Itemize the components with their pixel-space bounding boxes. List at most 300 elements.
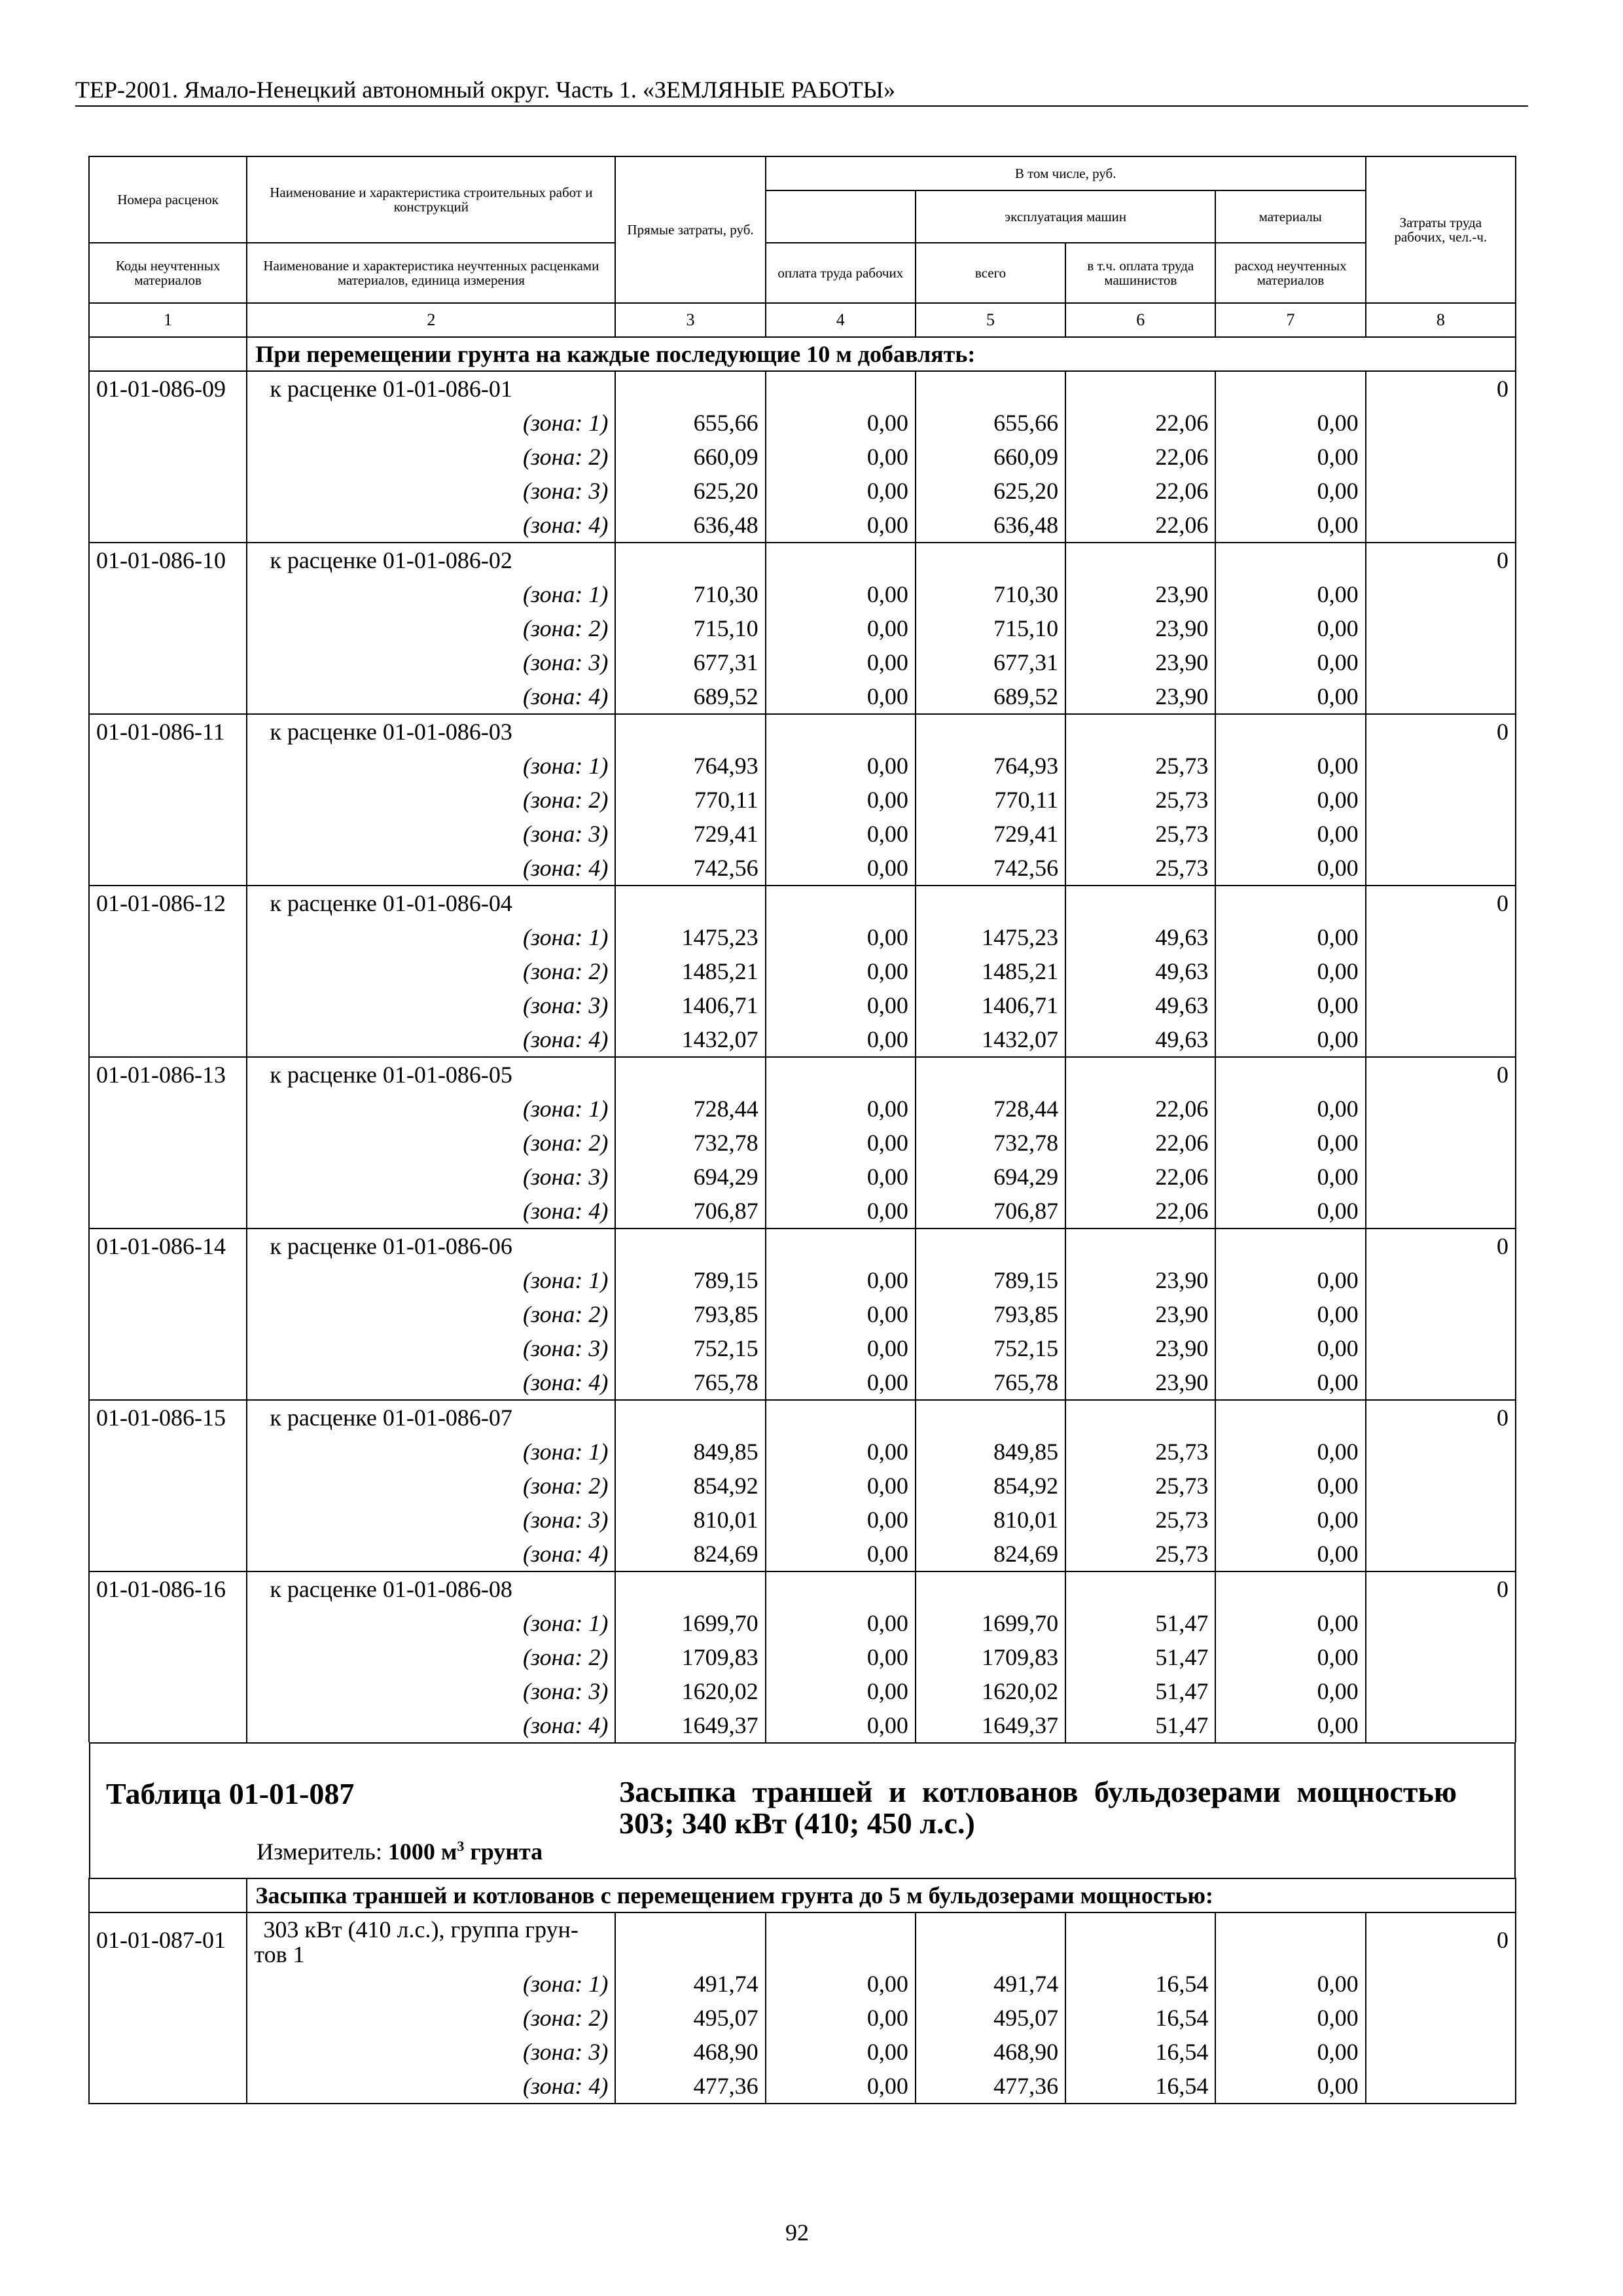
machinists-pay: 51,47 <box>1065 1606 1215 1640</box>
zone-row <box>89 1606 1516 1640</box>
rate-name: к расценке 01-01-086-07 <box>247 1400 615 1435</box>
direct-cost: 1432,07 <box>615 1022 765 1057</box>
machinists-pay: 16,54 <box>1065 2069 1215 2104</box>
empty-cell <box>916 371 1065 406</box>
empty-cell <box>1366 1126 1516 1160</box>
empty-cell <box>1366 1503 1516 1537</box>
rate-group-header <box>89 1400 1516 1435</box>
materials-value: 0,00 <box>1215 1194 1365 1229</box>
zone-label: (зона: 1) <box>247 406 615 440</box>
machines-total: 1649,37 <box>916 1708 1065 1742</box>
empty-cell <box>1366 679 1516 714</box>
machines-total: 789,15 <box>916 1263 1065 1297</box>
rate-name: к расценке 01-01-086-05 <box>247 1057 615 1092</box>
header-rule <box>75 105 1528 107</box>
rate-group-header <box>89 714 1516 749</box>
empty-cell <box>615 371 765 406</box>
labor-pay: 0,00 <box>766 920 916 954</box>
materials-value: 0,00 <box>1215 1708 1365 1742</box>
empty-cell <box>89 1708 247 1742</box>
materials-value: 0,00 <box>1215 577 1365 611</box>
empty-cell <box>1366 988 1516 1022</box>
materials-value: 0,00 <box>1215 1967 1365 2001</box>
rate-group-header <box>89 543 1516 577</box>
machinists-pay: 25,73 <box>1065 851 1215 886</box>
zone-label: (зона: 3) <box>247 645 615 679</box>
empty-cell <box>89 1160 247 1194</box>
zone-label: (зона: 4) <box>247 1022 615 1057</box>
zone-row <box>89 817 1516 851</box>
materials-value: 0,00 <box>1215 1022 1365 1057</box>
zone-row <box>89 2035 1516 2069</box>
materials-value: 0,00 <box>1215 817 1365 851</box>
empty-cell <box>89 1297 247 1331</box>
machinists-pay: 23,90 <box>1065 1263 1215 1297</box>
labor-pay: 0,00 <box>766 474 916 508</box>
empty-cell <box>1366 1092 1516 1126</box>
machines-total: 1432,07 <box>916 1022 1065 1057</box>
labor-cost-value: 0 <box>1366 886 1516 920</box>
empty-cell <box>89 1194 247 1229</box>
col-materials-unaccounted: расход неучтенных материалов <box>1215 243 1365 303</box>
zone-label: (зона: 3) <box>247 988 615 1022</box>
machines-total: 706,87 <box>916 1194 1065 1229</box>
empty-cell <box>89 679 247 714</box>
column-number: 3 <box>615 303 765 337</box>
empty-cell <box>1366 474 1516 508</box>
empty-cell <box>1366 920 1516 954</box>
rate-code: 01-01-086-12 <box>89 886 247 920</box>
empty-cell <box>1065 371 1215 406</box>
empty-cell <box>1366 2069 1516 2104</box>
machines-total: 477,36 <box>916 2069 1065 2104</box>
empty-cell <box>1215 371 1365 406</box>
empty-cell <box>1366 1469 1516 1503</box>
labor-pay: 0,00 <box>766 988 916 1022</box>
rate-code: 01-01-086-14 <box>89 1229 247 1263</box>
col-code-bottom: Коды неучтенных материалов <box>89 243 247 303</box>
labor-pay: 0,00 <box>766 1469 916 1503</box>
zone-label: (зона: 1) <box>247 749 615 783</box>
machines-total: 728,44 <box>916 1092 1065 1126</box>
rate-code: 01-01-086-13 <box>89 1057 247 1092</box>
machinists-pay: 22,06 <box>1065 1194 1215 1229</box>
empty-cell <box>1366 645 1516 679</box>
materials-value: 0,00 <box>1215 1365 1365 1400</box>
machines-total: 710,30 <box>916 577 1065 611</box>
rate-group-header <box>89 1229 1516 1263</box>
direct-cost: 810,01 <box>615 1503 765 1537</box>
zone-label: (зона: 2) <box>247 783 615 817</box>
materials-value: 0,00 <box>1215 920 1365 954</box>
col-direct: Прямые затраты, руб. <box>615 156 765 303</box>
materials-value: 0,00 <box>1215 1160 1365 1194</box>
empty-cell <box>1366 508 1516 543</box>
empty-cell <box>1366 1297 1516 1331</box>
machines-total: 742,56 <box>916 851 1065 886</box>
empty-cell <box>89 1967 247 2001</box>
machinists-pay: 25,73 <box>1065 749 1215 783</box>
incl-label: В том числе, руб. <box>766 157 1365 190</box>
section-title-2: Засыпка траншей и котлованов с перемещением грунта до 5 м бульдозерами мощностью: <box>247 1878 1516 1912</box>
rate-group-header <box>89 886 1516 920</box>
machines-total: 732,78 <box>916 1126 1065 1160</box>
empty-cell <box>615 714 765 749</box>
labor-pay: 0,00 <box>766 440 916 474</box>
zone-row <box>89 920 1516 954</box>
machinists-pay: 23,90 <box>1065 1365 1215 1400</box>
empty-cell <box>89 1092 247 1126</box>
empty-cell <box>615 1571 765 1606</box>
machinists-pay: 22,06 <box>1065 508 1215 543</box>
zone-label: (зона: 1) <box>247 920 615 954</box>
zone-row <box>89 954 1516 988</box>
zone-row <box>89 508 1516 543</box>
zone-row <box>89 440 1516 474</box>
machines-label: эксплуатация машин <box>916 190 1215 242</box>
empty-cell <box>1215 1229 1365 1263</box>
zone-row <box>89 1331 1516 1365</box>
machinists-pay: 16,54 <box>1065 1967 1215 2001</box>
materials-value: 0,00 <box>1215 749 1365 783</box>
machinists-pay: 49,63 <box>1065 1022 1215 1057</box>
machines-total: 660,09 <box>916 440 1065 474</box>
zone-label: (зона: 2) <box>247 954 615 988</box>
machines-total: 1485,21 <box>916 954 1065 988</box>
labor-pay: 0,00 <box>766 1708 916 1742</box>
materials-value: 0,00 <box>1215 1469 1365 1503</box>
materials-value: 0,00 <box>1215 1331 1365 1365</box>
machines-total: 1620,02 <box>916 1674 1065 1708</box>
labor-pay: 0,00 <box>766 851 916 886</box>
empty-cell <box>1215 543 1365 577</box>
rate-name <box>247 1912 615 1967</box>
direct-cost: 1709,83 <box>615 1640 765 1674</box>
rate-group-header <box>89 1571 1516 1606</box>
empty-cell <box>89 920 247 954</box>
direct-cost: 854,92 <box>615 1469 765 1503</box>
zone-row <box>89 2001 1516 2035</box>
labor-pay: 0,00 <box>766 2069 916 2104</box>
machinists-pay: 22,06 <box>1065 474 1215 508</box>
empty-cell <box>615 1400 765 1435</box>
empty-cell <box>615 1229 765 1263</box>
labor-pay: 0,00 <box>766 611 916 645</box>
machinists-pay: 51,47 <box>1065 1708 1215 1742</box>
col-incl <box>766 156 1366 243</box>
labor-pay: 0,00 <box>766 1126 916 1160</box>
rate-code: 01-01-086-09 <box>89 371 247 406</box>
empty-cell <box>1366 1606 1516 1640</box>
empty-cell <box>1366 851 1516 886</box>
empty-cell <box>89 508 247 543</box>
materials-value: 0,00 <box>1215 988 1365 1022</box>
direct-cost: 677,31 <box>615 645 765 679</box>
direct-cost: 732,78 <box>615 1126 765 1160</box>
empty-cell <box>89 1640 247 1674</box>
column-number: 4 <box>766 303 916 337</box>
col-name-bottom: Наименование и характеристика неучтенных расценками материалов, единица измерения <box>247 243 615 303</box>
materials-value: 0,00 <box>1215 1537 1365 1571</box>
zone-row <box>89 406 1516 440</box>
direct-cost: 1620,02 <box>615 1674 765 1708</box>
zone-row <box>89 1967 1516 2001</box>
empty-cell <box>89 1503 247 1537</box>
labor-pay: 0,00 <box>766 1606 916 1640</box>
empty-cell <box>89 1674 247 1708</box>
machinists-pay: 49,63 <box>1065 920 1215 954</box>
empty-cell <box>1366 1674 1516 1708</box>
rate-group-header <box>89 1912 1516 1967</box>
empty-cell <box>1065 1400 1215 1435</box>
direct-cost: 1485,21 <box>615 954 765 988</box>
empty-cell <box>1366 1435 1516 1469</box>
zone-row <box>89 1537 1516 1571</box>
empty-cell <box>1366 817 1516 851</box>
meter-value <box>388 1839 543 1865</box>
labor-cost-value: 0 <box>1366 1400 1516 1435</box>
zone-row <box>89 749 1516 783</box>
zone-row <box>89 474 1516 508</box>
zone-label: (зона: 1) <box>247 1263 615 1297</box>
materials-value: 0,00 <box>1215 1606 1365 1640</box>
machinists-pay: 23,90 <box>1065 577 1215 611</box>
empty-cell <box>766 1400 916 1435</box>
materials-label: материалы <box>1258 209 1322 224</box>
empty-cell <box>766 1571 916 1606</box>
zone-label: (зона: 4) <box>247 851 615 886</box>
direct-cost: 764,93 <box>615 749 765 783</box>
zone-label: (зона: 3) <box>247 1331 615 1365</box>
empty-cell <box>1366 2001 1516 2035</box>
column-number: 8 <box>1366 303 1516 337</box>
empty-cell <box>1065 1571 1215 1606</box>
empty-cell <box>916 1057 1065 1092</box>
machines-total: 729,41 <box>916 817 1065 851</box>
empty-cell <box>1215 714 1365 749</box>
empty-cell <box>916 1571 1065 1606</box>
direct-cost: 495,07 <box>615 2001 765 2035</box>
table-title-block <box>89 1742 1516 1878</box>
zone-label: (зона: 1) <box>247 577 615 611</box>
machinists-pay: 25,73 <box>1065 1537 1215 1571</box>
machines-total: 1699,70 <box>916 1606 1065 1640</box>
machines-total: 491,74 <box>916 1967 1065 2001</box>
machines-total: 764,93 <box>916 749 1065 783</box>
empty-cell <box>89 749 247 783</box>
labor-pay: 0,00 <box>766 1022 916 1057</box>
zone-label: (зона: 3) <box>247 474 615 508</box>
machines-total: 1475,23 <box>916 920 1065 954</box>
empty-cell <box>89 851 247 886</box>
zone-label: (зона: 1) <box>247 1092 615 1126</box>
empty-cell <box>1065 714 1215 749</box>
machinists-pay: 49,63 <box>1065 954 1215 988</box>
zone-row <box>89 1435 1516 1469</box>
empty-cell <box>1366 1967 1516 2001</box>
zone-label: (зона: 3) <box>247 817 615 851</box>
materials-value: 0,00 <box>1215 679 1365 714</box>
labor-pay: 0,00 <box>766 406 916 440</box>
machinists-pay: 23,90 <box>1065 645 1215 679</box>
materials-value: 0,00 <box>1215 1640 1365 1674</box>
machines-total: 468,90 <box>916 2035 1065 2069</box>
empty-cell <box>1065 543 1215 577</box>
rate-name-line2: тов 1 <box>254 1941 305 1967</box>
empty-cell <box>1215 1912 1365 1967</box>
labor-pay: 0,00 <box>766 1674 916 1708</box>
materials-value: 0,00 <box>1215 783 1365 817</box>
empty-cell <box>1366 1708 1516 1742</box>
direct-cost: 706,87 <box>615 1194 765 1229</box>
machinists-pay: 23,90 <box>1065 1331 1215 1365</box>
zone-row <box>89 611 1516 645</box>
empty-cell <box>1215 1571 1365 1606</box>
empty-cell <box>1366 954 1516 988</box>
zone-row <box>89 1022 1516 1057</box>
empty-cell <box>89 2035 247 2069</box>
labor-pay: 0,00 <box>766 645 916 679</box>
zone-row <box>89 1503 1516 1537</box>
zone-row <box>89 1194 1516 1229</box>
machinists-pay: 22,06 <box>1065 1092 1215 1126</box>
empty-cell <box>89 1365 247 1400</box>
zone-row <box>89 1160 1516 1194</box>
zone-row <box>89 1708 1516 1742</box>
zone-label: (зона: 2) <box>247 440 615 474</box>
column-number: 7 <box>1215 303 1365 337</box>
zone-label: (зона: 3) <box>247 1674 615 1708</box>
machines-total: 689,52 <box>916 679 1065 714</box>
materials-value: 0,00 <box>1215 1297 1365 1331</box>
empty-cell <box>1215 886 1365 920</box>
rate-name-line1: 303 кВт (410 л.с.), группа грун- <box>263 1916 579 1943</box>
empty-cell <box>89 1126 247 1160</box>
zone-label: (зона: 2) <box>247 1469 615 1503</box>
rate-code: 01-01-086-10 <box>89 543 247 577</box>
empty-cell <box>89 954 247 988</box>
page-header: ТЕР-2001. Ямало-Ненецкий автономный округ. Часть 1. «ЗЕМЛЯНЫЕ РАБОТЫ» <box>75 77 896 103</box>
labor-pay: 0,00 <box>766 2035 916 2069</box>
zone-label: (зона: 2) <box>247 1297 615 1331</box>
column-number: 5 <box>916 303 1065 337</box>
zone-label: (зона: 3) <box>247 2035 615 2069</box>
rate-code: 01-01-086-11 <box>89 714 247 749</box>
materials-value: 0,00 <box>1215 2069 1365 2104</box>
labor-pay: 0,00 <box>766 1435 916 1469</box>
empty-cell <box>916 543 1065 577</box>
machinists-pay: 22,06 <box>1065 1160 1215 1194</box>
empty-cell <box>89 1263 247 1297</box>
direct-cost: 694,29 <box>615 1160 765 1194</box>
column-number: 1 <box>89 303 247 337</box>
empty-cell <box>89 645 247 679</box>
materials-value: 0,00 <box>1215 645 1365 679</box>
labor-cost-value: 0 <box>1366 1571 1516 1606</box>
zone-row <box>89 645 1516 679</box>
labor-pay: 0,00 <box>766 817 916 851</box>
zone-label: (зона: 2) <box>247 1126 615 1160</box>
empty-cell <box>916 1400 1065 1435</box>
direct-cost: 477,36 <box>615 2069 765 2104</box>
empty-cell <box>89 406 247 440</box>
labor-cost-value: 0 <box>1366 371 1516 406</box>
empty-cell <box>1366 1022 1516 1057</box>
materials-value: 0,00 <box>1215 1674 1365 1708</box>
empty-cell <box>766 714 916 749</box>
machinists-pay: 25,73 <box>1065 783 1215 817</box>
empty-cell <box>89 1469 247 1503</box>
empty-cell <box>1065 1229 1215 1263</box>
direct-cost: 765,78 <box>615 1365 765 1400</box>
empty-cell <box>766 1057 916 1092</box>
zone-row <box>89 577 1516 611</box>
machinists-pay: 25,73 <box>1065 1503 1215 1537</box>
empty-cell <box>89 440 247 474</box>
empty-cell <box>766 1912 916 1967</box>
empty-cell <box>916 1229 1065 1263</box>
machinists-pay: 22,06 <box>1065 406 1215 440</box>
empty-cell <box>1366 440 1516 474</box>
direct-cost: 1649,37 <box>615 1708 765 1742</box>
labor-cost-value: 0 <box>1366 1057 1516 1092</box>
table-title: Засыпка траншей и котлованов бульдозерами мощностью 303; 340 кВт (410; 450 л.с.) <box>619 1775 1457 1840</box>
zone-label: (зона: 1) <box>247 1435 615 1469</box>
materials-value: 0,00 <box>1215 2035 1365 2069</box>
machines-total: 636,48 <box>916 508 1065 543</box>
machinists-pay: 25,73 <box>1065 817 1215 851</box>
empty-cell <box>1366 1263 1516 1297</box>
zone-row <box>89 1263 1516 1297</box>
zone-row <box>89 988 1516 1022</box>
labor-cost-value: 0 <box>1366 543 1516 577</box>
empty-cell <box>1366 1160 1516 1194</box>
rate-name: к расценке 01-01-086-08 <box>247 1571 615 1606</box>
machinists-pay: 23,90 <box>1065 679 1215 714</box>
machines-total: 765,78 <box>916 1365 1065 1400</box>
rate-code: 01-01-087-01 <box>89 1912 247 1967</box>
col-total: всего <box>916 243 1065 303</box>
machinists-pay: 51,47 <box>1065 1640 1215 1674</box>
meter-label: Измеритель: <box>257 1839 382 1865</box>
empty-cell <box>89 1435 247 1469</box>
zone-label: (зона: 4) <box>247 1537 615 1571</box>
empty-cell <box>1366 749 1516 783</box>
labor-pay: 0,00 <box>766 508 916 543</box>
column-number: 2 <box>247 303 615 337</box>
machinists-pay: 23,90 <box>1065 1297 1215 1331</box>
rate-code: 01-01-086-15 <box>89 1400 247 1435</box>
materials-value: 0,00 <box>1215 1092 1365 1126</box>
empty-cell <box>1366 1194 1516 1229</box>
meter-sup: 3 <box>457 1838 465 1854</box>
labor-pay: 0,00 <box>766 1160 916 1194</box>
col-labor-cost: Затраты труда рабочих, чел.-ч. <box>1366 156 1516 303</box>
rate-name: к расценке 01-01-086-02 <box>247 543 615 577</box>
zone-row <box>89 851 1516 886</box>
direct-cost: 789,15 <box>615 1263 765 1297</box>
empty-cell <box>615 1057 765 1092</box>
labor-pay: 0,00 <box>766 1194 916 1229</box>
materials-value: 0,00 <box>1215 1503 1365 1537</box>
empty-cell <box>766 543 916 577</box>
machines-total: 715,10 <box>916 611 1065 645</box>
direct-cost: 752,15 <box>615 1331 765 1365</box>
labor-pay: 0,00 <box>766 749 916 783</box>
labor-pay: 0,00 <box>766 1331 916 1365</box>
zone-row <box>89 783 1516 817</box>
zone-row <box>89 1674 1516 1708</box>
